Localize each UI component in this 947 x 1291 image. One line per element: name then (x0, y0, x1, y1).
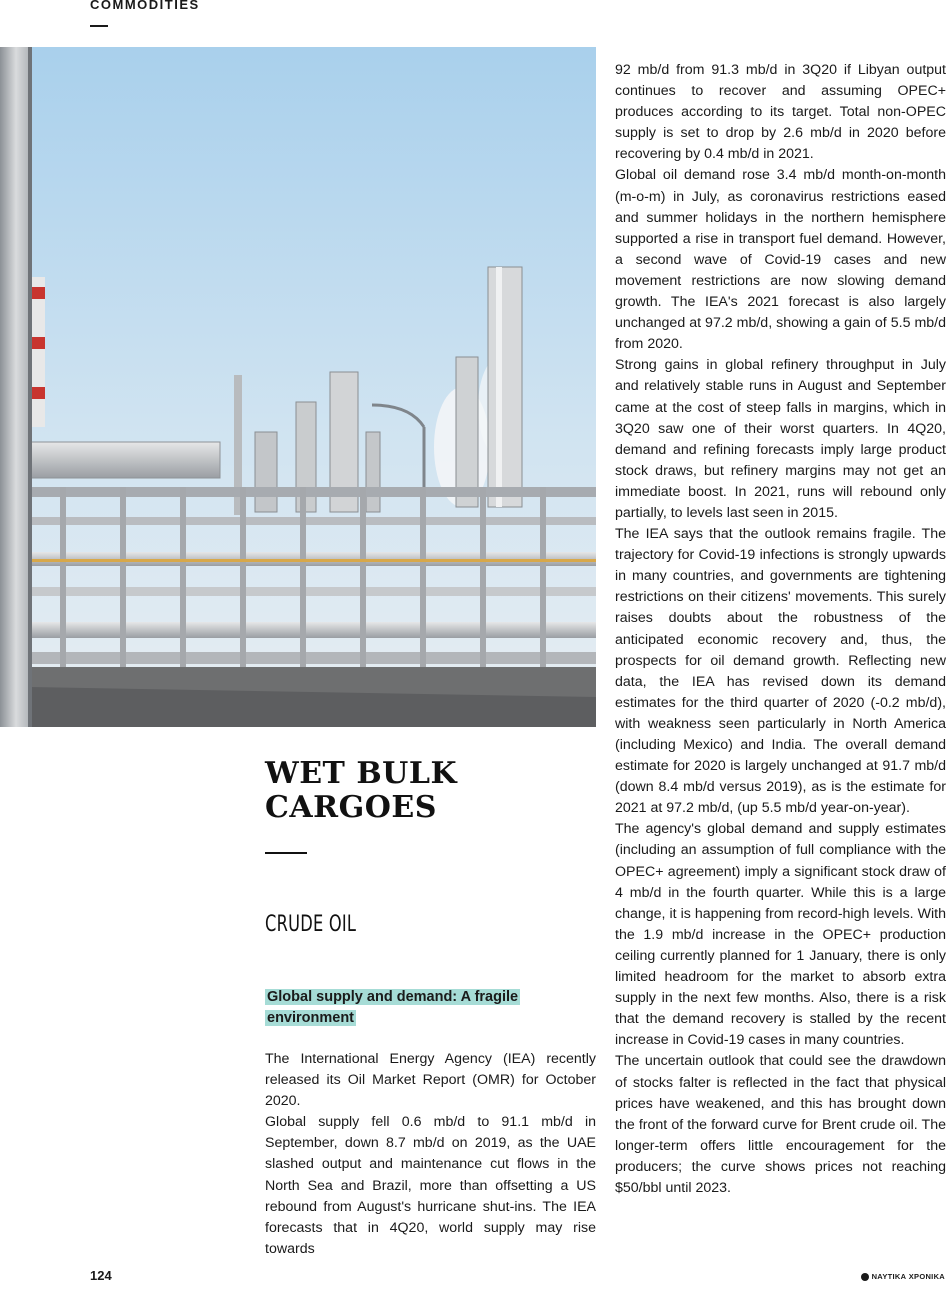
article-subtitle: CRUDE OIL (265, 912, 357, 937)
paragraph: Global supply fell 0.6 mb/d to 91.1 mb/d in September, down 8.7 mb/d on 2019, as the UAE slashed output and maintenance cut flows in the North Sea and Brazil, more than offsetting a US rebound from August's hurricane shut-ins. The IEA forecasts that in 4Q20, world supply may rise towards (265, 1114, 596, 1257)
page-number: 124 (90, 1268, 112, 1283)
title-line-2: CARGOES (265, 790, 437, 825)
right-column (615, 60, 946, 1199)
oil-refinery-photo (0, 47, 596, 727)
title-line-1: WET BULK (265, 756, 458, 791)
paragraph: The IEA says that the outlook remains fragile. The trajectory for Covid-19 infections is strongly upwards in many countries, and governments are tightening restrictions on their citizens' movements. This surely raises doubts about the robustness of the anticipated economic recovery and, thus, the prospects for oil demand growth. Reflecting new data, the IEA has revised down its demand estimates for the third quarter of 2020 (-0.2 mb/d), with weakness seen particularly in North America (including Mexico) and India. The overall demand estimate for 2020 is largely unchanged at 91.7 mb/d (down 8.4 mb/d versus 2019), as is the estimate for 2021 at 97.2 mb/d, (up 5.5 mb/d year-on-year). (615, 526, 946, 817)
section-rule (90, 25, 108, 27)
left-column (265, 1049, 596, 1260)
paragraph: 92 mb/d from 91.3 mb/d in 3Q20 if Libyan output continues to recover and assuming OPEC+ produces according to its target. Total non-OPEC supply is set to drop by 2.6 mb/d in 2020 before recovering by 0.4 mb/d in 2021. (615, 62, 946, 163)
highlight-heading (265, 987, 595, 1029)
paragraph: The International Energy Agency (IEA) recently released its Oil Market Report (OMR) for October 2020. (265, 1051, 596, 1110)
title-rule (265, 852, 307, 854)
paragraph: The agency's global demand and supply estimates (including an assumption of full compliance with the OPEC+ agreement) imply a significant stock draw of 4 mb/d in the fourth quarter. While this is a large change, it is happening from record-high levels. With the 1.9 mb/d increase in the OPEC+ production ceiling currently planned for 1 January, there is only limited headroom for the market to absorb extra supply in the next few months. Also, there is a risk that the demand recovery is stalled by the recent increase in Covid-19 cases in many countries. (615, 821, 946, 1049)
publication-brand (861, 1272, 945, 1281)
publication-logo-icon (861, 1273, 869, 1281)
paragraph: Strong gains in global refinery throughput in July and relatively stable runs in August and September came at the cost of steep falls in margins, which in 3Q20 saw one of their worst quarters. In 4Q20, demand and refining forecasts imply large product stock draws, but refinery margins may not get an immediate boost. In 2021, runs will rebound only partially, to levels last seen in 2015. (615, 357, 946, 521)
section-label: COMMODITIES (90, 0, 200, 12)
publication-name: ΝΑΥΤΙΚΑ ΧΡΟΝΙΚΑ (871, 1272, 945, 1281)
article-title (265, 757, 457, 825)
paragraph: The uncertain outlook that could see the drawdown of stocks falter is reflected in the fact that physical prices have weakened, and this has brought down the front of the forward curve for Brent crude oil. The longer-term offers little encouragement for the producers; the curve shows prices not reaching $50/bbl until 2023. (615, 1053, 946, 1196)
paragraph: Global oil demand rose 3.4 mb/d month-on-month (m-o-m) in July, as coronavirus restrictions eased and summer holidays in the northern hemisphere supported a rise in transport fuel demand. However, a second wave of Covid-19 cases and new movement restrictions are now slowing demand growth. The IEA's 2021 forecast is also largely unchanged at 97.2 mb/d, showing a gain of 5.5 mb/d from 2020. (615, 167, 946, 353)
highlight-text: Global supply and demand: A fragile environment (267, 989, 519, 1026)
